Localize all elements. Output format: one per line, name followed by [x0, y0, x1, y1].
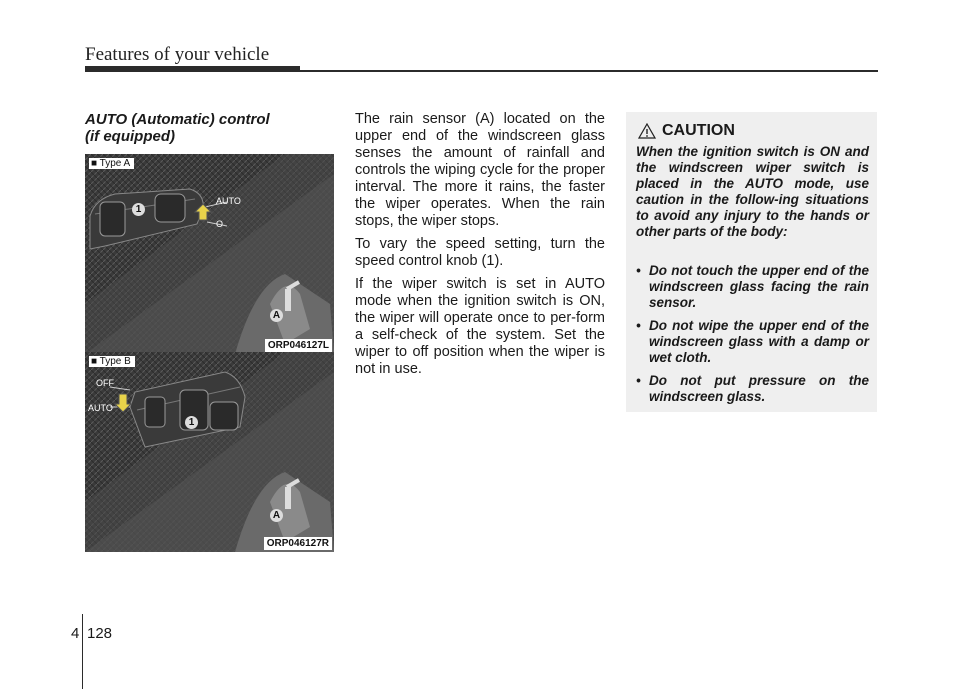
page-number: 128: [87, 625, 113, 642]
body-paragraph: To vary the speed setting, turn the speed control knob (1).: [355, 236, 605, 269]
header-rule: [85, 70, 878, 72]
label-o: O: [216, 219, 224, 229]
running-header: Features of your vehicle: [85, 44, 270, 65]
body-paragraph: If the wiper switch is set in AUTO mode when the ignition switch is ON, the wiper will operate once to per-form a self-check of the system. Set the wiper to off position when the wiper is not in use.: [355, 276, 605, 377]
label-auto: AUTO: [88, 403, 113, 413]
wiper-stalk-illustration-a: [85, 154, 334, 354]
wiper-stalk-illustration-b: [85, 352, 334, 552]
figure-type-b: [85, 352, 334, 552]
warning-triangle-icon: [638, 123, 656, 139]
knob-badge-1: 1: [185, 416, 198, 429]
caution-box: [626, 112, 877, 412]
section-title: AUTO (Automatic) control (if equipped): [85, 111, 270, 145]
sensor-badge-a: A: [270, 509, 283, 522]
label-auto: AUTO: [216, 196, 241, 206]
chapter-number: 4: [71, 625, 80, 642]
figure-code: ORP046127L: [265, 339, 332, 352]
caution-text: When the ignition switch is ON and the windscreen wiper switch is placed in the AUTO mode, use caution in the follow-ing situations to avoid any injury to the hands or other parts of the body:: [636, 144, 869, 239]
footer-rule: [82, 614, 83, 689]
caution-item: • Do not wipe the upper end of the windscreen glass with a damp or wet cloth.: [636, 318, 869, 365]
body-paragraph: The rain sensor (A) located on the upper end of the windscreen glass senses the amount of rainfall and controls the wiping cycle for the proper interval. The more it rains, the faster the wiper operates. When the rain stops, the wiper stops.: [355, 111, 605, 229]
figure-type-label: ■ Type A: [89, 158, 134, 169]
caution-heading: CAUTION: [662, 122, 735, 139]
caution-item: • Do not put pressure on the windscreen glass.: [636, 373, 869, 404]
caution-item: • Do not touch the upper end of the windscreen glass facing the rain sensor.: [636, 263, 869, 310]
figure-code: ORP046127R: [264, 537, 332, 550]
figure-type-a: [85, 154, 334, 354]
label-off: OFF: [96, 378, 114, 388]
caution-list: [636, 263, 869, 412]
figure-type-label: ■ Type B: [89, 356, 135, 367]
knob-badge-1: 1: [132, 203, 145, 216]
sensor-badge-a: A: [270, 309, 283, 322]
body-text: [355, 111, 605, 384]
